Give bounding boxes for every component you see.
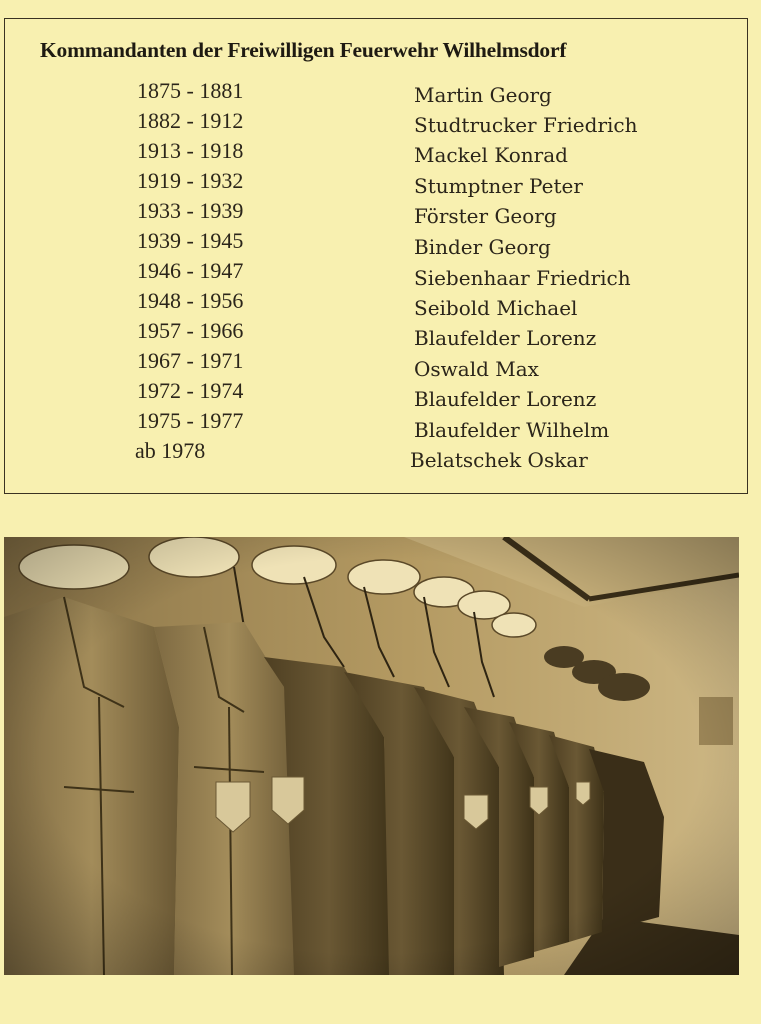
commander-years: 1946 - 1947 [137,258,244,283]
commander-row [0,258,761,288]
commander-row [0,198,761,228]
page-title: Kommandanten der Freiwilligen Feuerwehr Wilhelmsdorf [40,38,567,62]
commander-years: 1939 - 1945 [137,228,244,253]
commander-name: Siebenhaar Friedrich [414,266,631,290]
commander-row [0,318,761,348]
commander-years: 1975 - 1977 [137,408,244,433]
commander-name: Stumptner Peter [414,174,583,198]
commander-name: Mackel Konrad [414,143,568,167]
commander-row [0,108,761,138]
commander-years: 1875 - 1881 [137,78,244,103]
commander-years: 1882 - 1912 [137,108,244,133]
commander-name: Oswald Max [414,357,539,381]
commander-name: Belatschek Oskar [410,448,588,472]
commander-name: Blaufelder Lorenz [414,387,597,411]
commander-years: ab 1978 [135,438,206,463]
commander-name: Binder Georg [414,235,551,259]
commander-row [0,228,761,258]
commander-name: Förster Georg [414,204,557,228]
commander-years: 1957 - 1966 [137,318,244,343]
commander-years: 1933 - 1939 [137,198,244,223]
commander-name: Studtrucker Friedrich [414,113,638,137]
commander-row [0,78,761,108]
commander-years: 1972 - 1974 [137,378,244,403]
commander-years: 1919 - 1932 [137,168,244,193]
commander-name: Blaufelder Wilhelm [414,418,610,442]
uniforms-photo [4,537,739,975]
commander-row [0,378,761,411]
commander-years: 1913 - 1918 [137,138,244,163]
commander-name: Martin Georg [414,83,552,107]
commander-row [0,138,761,168]
commander-row [0,438,761,472]
commander-years: 1967 - 1971 [137,348,244,373]
commander-name: Blaufelder Lorenz [414,326,597,350]
commander-row [0,168,761,198]
commander-row [0,348,761,381]
commander-name: Seibold Michael [414,296,578,320]
commander-row [0,288,761,318]
commander-years: 1948 - 1956 [137,288,244,313]
commander-row [0,408,761,442]
